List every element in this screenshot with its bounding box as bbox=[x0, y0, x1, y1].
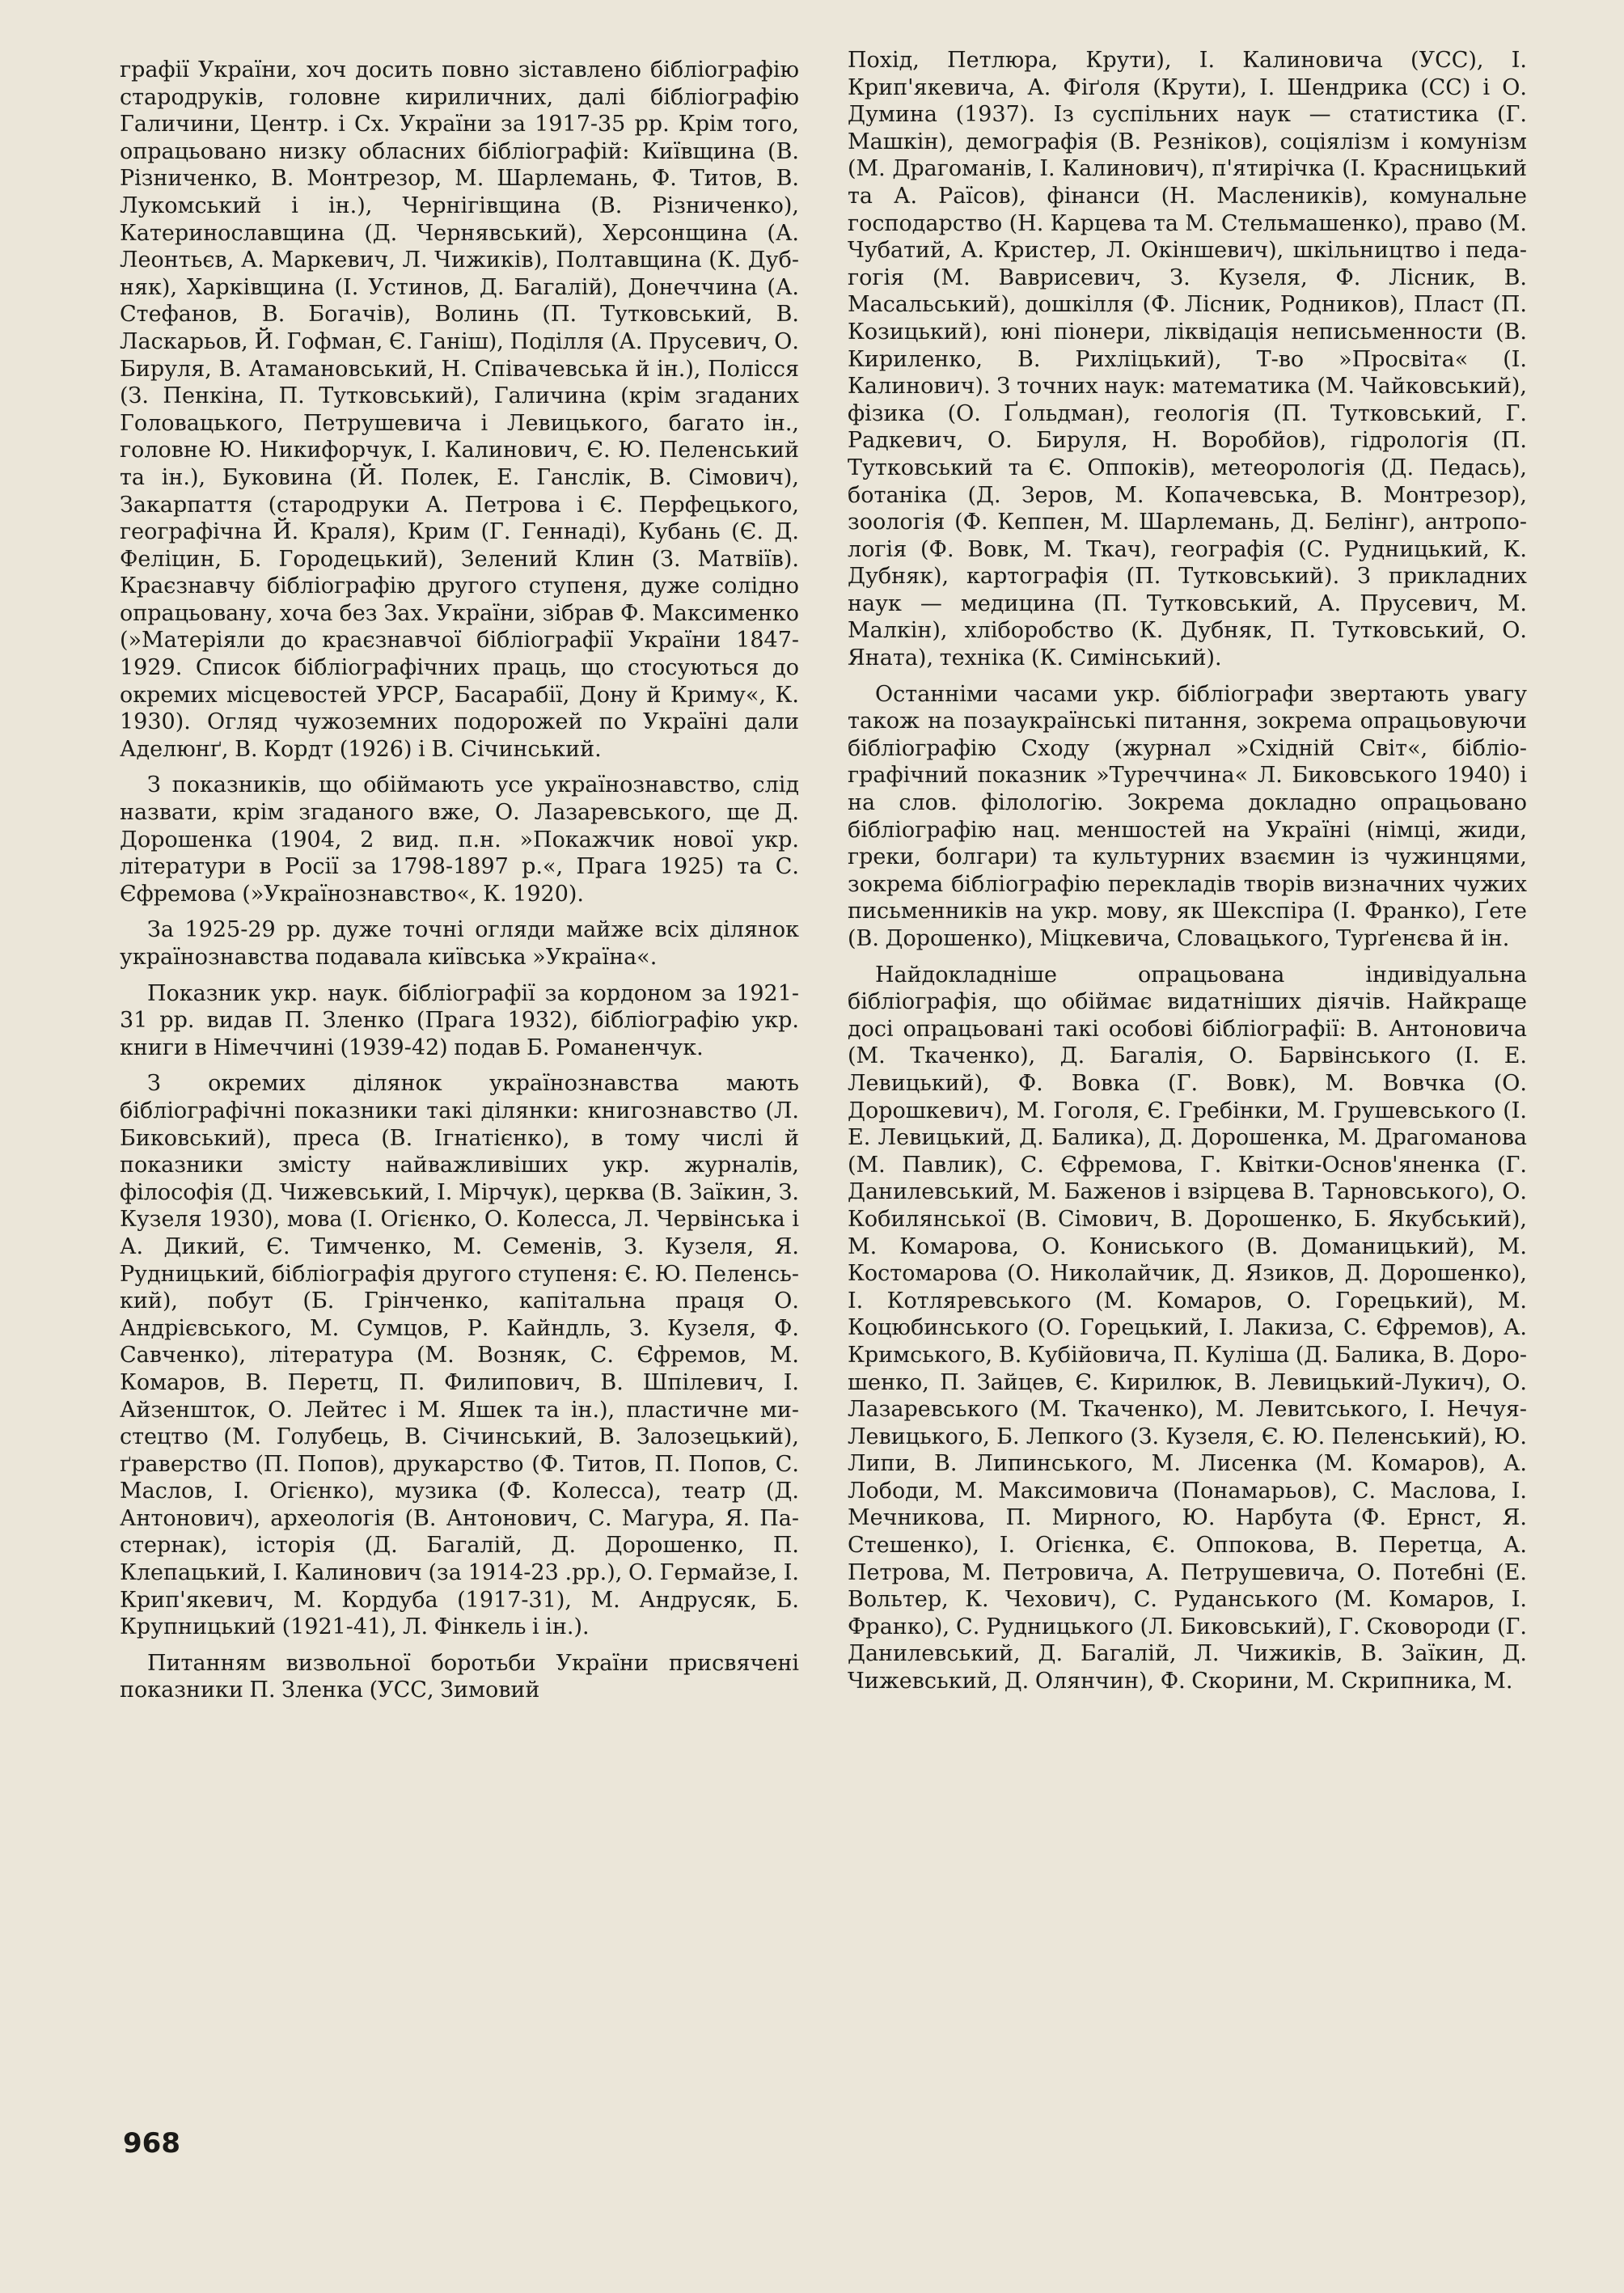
paragraph: Похід, Петлюра, Крути), І. Калиновича (УСС), І. Крип'якевича, А. Фіґоля (Крути), І. Шендрика (СС) і О. Думина (1937). Із суспільних наук — статистика (Г. Машкін), демографія (В. Резніков), соціялізм і комунізм (М. Драгоманів, І. Калинович), п'ятирічка (І. Красницький та А. Раїсов), фінанси (Н. Маслеників), комунальне господарство (Н. Карцева та М. Стельмашенко), право (М. Чубатий, А. Кристер, Л. Окіншевич), шкільництво і педагогія (М. Ваврисевич, З. Кузеля, Ф. Лісник, В. Масальський), дошкілля (Ф. Лісник, Родников), Пласт (П. Козицький), юні піонери, ліквідація неписьменности (В. Кириленко, В. Рихліцький), Т-во »Просвіта« (І. Калинович). З точних наук: математика (М. Чайковський), фізика (О. Ґольдман), геологія (П. Тутковський, Г. Радкевич, О. Бируля, Н. Воробйов), гідрологія (П. Тутковський та Є. Оппоків), метеорологія (Д. Педась), ботаніка (Д. Зеров, М. Копачевська, В. Монтрезор), зоологія (Ф. Кеппен, М. Шарлемань, Д. Белінг), антропологія (Ф. Вовк, М. Ткач), географія (С. Рудницький, К. Дубняк), картографія (П. Тутковський). З прикладних наук — медицина (П. Тутковський, А. Прусевич, М. Малкін), хліборобство (К. Дубняк, П. Тутковський, О. Яната), техніка (К. Симінський). bbox=[848, 48, 1527, 671]
paragraph: Останніми часами укр. бібліографи звертають увагу також на позаукраїнські питання, зокрема опрацьовуючи бібліографію Сходу (журнал »Східній Світ«, бібліографічний показник »Туреччина« Л. Биковського 1940) і на слов. філологію. Зокрема докладно опрацьовано бібліографію нац. меншостей на Україні (німці, жиди, греки, болгари) та культурних взаємин із чужинцями, зокрема бібліографію перекладів творів визначних чужих письменників на укр. мову, як Шекспіра (І. Франко), Ґете (В. Дорошенко), Міцкевича, Словацького, Турґенєва й ін. bbox=[848, 681, 1527, 951]
paragraph: Показник укр. наук. бібліографії за кордоном за 1921-31 рр. видав П. Зленко (Прага 1932), бібліографію укр. книги в Німеччині (1939-42) подав Б. Романенчук. bbox=[120, 980, 799, 1060]
paragraph: З окремих ділянок українознавства мають бібліографічні показники такі ділянки: книгознавство (Л. Биковський), преса (В. Ігнатієнко), в тому числі й показники змісту найважливіших укр. журналів, філософія (Д. Чижевський, І. Мірчук), церква (В. Заїкин, З. Кузеля 1930), мова (І. Огієнко, О. Колесса, Л. Червінська і А. Дикий, Є. Тимченко, М. Семенів, З. Кузеля, Я. Рудницький, бібліографія другого ступеня: Є. Ю. Пеленський), побут (Б. Грінченко, капітальна праця О. Андрієвського, М. Сумцов, Р. Кайндль, З. Кузеля, Ф. Савченко), література (М. Возняк, С. Єфремов, М. Комаров, В. Перетц, П. Филипович, В. Шпілевич, І. Айзеншток, О. Лейтес і М. Яшек та ін.), пластичне мистецтво (М. Голубець, В. Січинський, В. Залозецький), ґраверство (П. Попов), друкарство (Ф. Титов, П. Попов, С. Маслов, І. Огієнко), музика (Ф. Колесса), театр (Д. Антонович), археологія (В. Антонович, С. Магура, Я. Пастернак), історія (Д. Багалій, Д. Дорошенко, П. Клепацький, І. Калинович (за 1914-23 .рр.), О. Гермайзе, І. Крип'якевич, М. Кордуба (1917-31), М. Андрусяк, Б. Крупницький (1921-41), Л. Фінкель і ін.). bbox=[120, 1071, 799, 1640]
paragraph: З показників, що обіймають усе українознавство, слід назвати, крім згаданого вже, О. Лазаревського, ще Д. Дорошенка (1904, 2 вид. п.н. »Покажчик нової укр. літератури в Росії за 1798-1897 р.«, Прага 1925) та С. Єфремова (»Українознавство«, К. 1920). bbox=[120, 772, 799, 907]
paragraph: графії України, хоч досить повно зіставлено бібліографію стародруків, головне кириличних, далі бібліографію Галичини, Центр. і Сх. України за 1917-35 рр. Крім того, опрацьовано низку обласних бібліографій: Київщина (В. Різниченко, В. Монтрезор, М. Шарлемань, Ф. Титов, В. Лукомський і ін.), Чернігівщина (В. Різниченко), Катеринославщина (Д. Чернявський), Херсонщина (А. Леонтьєв, А. Маркевич, Л. Чижиків), Полтавщина (К. Дубняк), Харківщина (І. Устинов, Д. Багалій), Донеччина (А. Стефанов, В. Богачів), Волинь (П. Тутковський, В. Ласкарьов, Й. Гофман, Є. Ганіш), Поділля (А. Прусевич, О. Бируля, В. Атамановський, Н. Співачевська й ін.), Полісся (З. Пенкіна, П. Тутковський), Галичина (крім згаданих Головацького, Петрушевича і Левицького, багато ін., головне Ю. Никифорчук, І. Калинович, Є. Ю. Пеленський та ін.), Буковина (Й. Полек, Е. Ганслік, В. Сімович), Закарпаття (стародруки А. Петрова і Є. Перфецького, географічна Й. Краля), Крим (Г. Геннаді), Кубань (Є. Д. Феліцин, Б. Городецький), Зелений Клин (З. Матвіїв). Краєзнавчу бібліографію другого ступеня, дуже солідно опрацьовану, хоча без Зах. України, зібрав Ф. Максименко (»Матеріяли до краєзнавчої бібліографії України 1847-1929. Список бібліографічних праць, що стосуються до окремих місцевостей УРСР, Басарабії, Дону й Криму«, К. 1930). Огляд чужоземних подорожей по Україні дали Аделюнґ, В. Кордт (1926) і В. Січинський. bbox=[120, 57, 799, 762]
paragraph: Питанням визвольної боротьби України присвячені показники П. Зленка (УСС, Зимовий bbox=[120, 1650, 799, 1703]
right-column bbox=[848, 47, 1527, 1704]
paragraph: За 1925-29 рр. дуже точні огляди майже всіх ділянок українознавства подавала київська »Україна«. bbox=[120, 917, 799, 970]
paragraph: Найдокладніше опрацьована індивідуальна бібліографія, що обіймає видатніших діячів. Найкраще досі опрацьовані такі особові бібліографії: В. Антоновича (М. Ткаченко), Д. Багалія, О. Барвінського (І. Е. Левицький), Ф. Вовка (Г. Вовк), М. Вовчка (О. Дорошкевич), М. Гоголя, Є. Гребінки, М. Грушевського (І. Е. Левицький, Д. Балика), Д. Дорошенка, М. Драгоманова (М. Павлик), С. Єфремова, Г. Квітки-Основ'яненка (Г. Данилевський, М. Баженов і взірцева В. Тарновського), О. Кобилянської (В. Сімович, В. Дорошенко, Б. Якубський), М. Комарова, О. Кониського (В. Доманицький), М. Костомарова (О. Николайчик, Д. Язиков, Д. Дорошенко), І. Котляревського (М. Комаров, О. Горецький), М. Коцюбинського (О. Горецький, І. Лакиза, С. Єфремов), А. Кримського, В. Кубійовича, П. Куліша (Д. Балика, В. Дорошенко, П. Зайцев, Є. Кирилюк, В. Левицький-Лукич), О. Лазаревського (М. Ткаченко), М. Левитського, І. Нечуя-Левицького, Б. Лепкого (З. Кузеля, Є. Ю. Пеленський), Ю. Липи, В. Липинського, М. Лисенка (М. Комаров), А. Лободи, М. Максимовича (Понамарьов), С. Маслова, І. Мечникова, П. Мирного, Ю. Нарбута (Ф. Ернст, Я. Стешенко), І. Огієнка, Є. Оппокова, В. Перетца, А. Петрова, М. Петровича, А. Петрушевича, О. Потебні (Е. Вольтер, К. Чехович), С. Руданського (М. Комаров, І. Франко), С. Рудницького (Л. Биковський), Г. Сковороди (Г. Данилевський, Д. Багалій, Л. Чижиків, В. Заїкин, Д. Чижевський, Д. Олянчин), Ф. Скорини, М. Скрипника, М. bbox=[848, 962, 1527, 1694]
left-column bbox=[120, 57, 799, 1713]
page-number: 968 bbox=[123, 2127, 180, 2160]
